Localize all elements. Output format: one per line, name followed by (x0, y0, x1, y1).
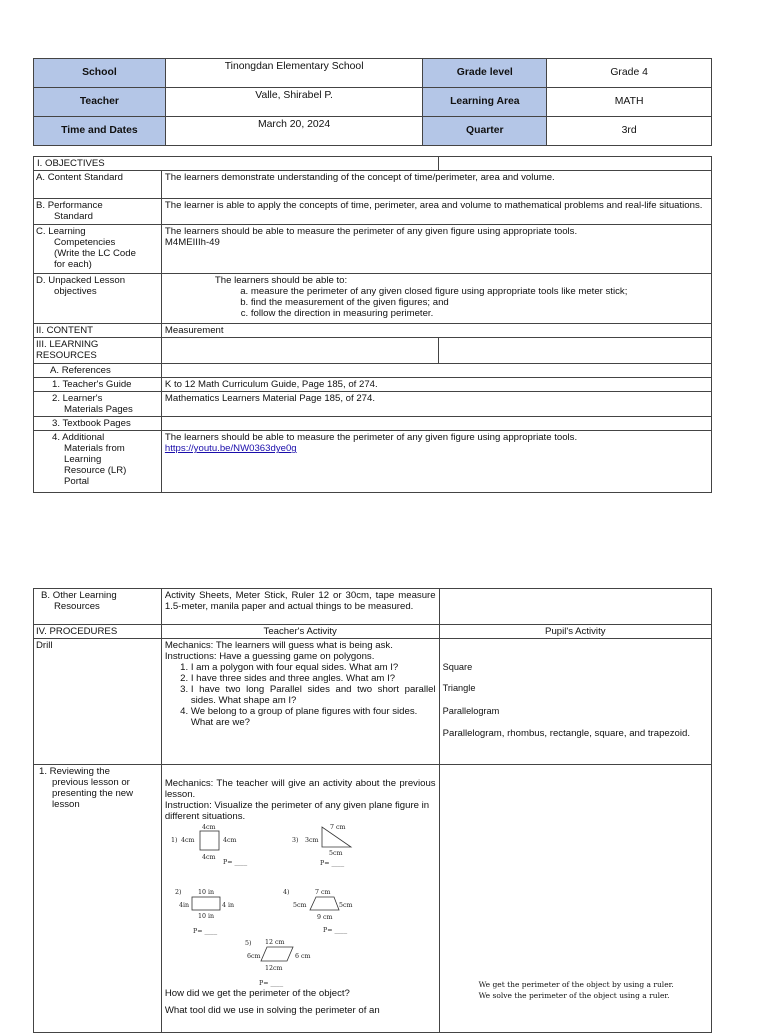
content-standard-label: A. Content Standard (34, 171, 162, 199)
reviewing-pupil-activity (439, 765, 711, 1033)
reviewing-teacher-activity (161, 765, 439, 1033)
objectives-title: I. OBJECTIVES (34, 157, 439, 171)
learning-resources-label: III. LEARNING RESOURCES (34, 338, 162, 364)
figure-5-left: 6cm (246, 953, 261, 961)
drill-answer: Square (442, 662, 473, 673)
objective-item: c. follow the direction in measuring perimeter. (251, 308, 708, 319)
drill-teacher-activity (161, 639, 439, 765)
figure-1-p: P= ____ (222, 859, 247, 867)
figure-4-right: 5cm (338, 902, 353, 910)
figure-5-number: 5) (244, 940, 252, 948)
figure-3-top: 7 cm (329, 824, 346, 832)
drill-answer: Triangle (442, 682, 476, 693)
drill-pupil-activity (439, 639, 711, 765)
empty-cell (439, 338, 712, 364)
unpacked-objectives-list (165, 286, 708, 319)
figure-4-bottom: 9 cm (316, 914, 333, 922)
figure-3-number: 3) (291, 837, 299, 845)
review-instruction: Instruction: Visualize the perimeter of any given plane figure in different situations. (164, 800, 430, 823)
area-label: Learning Area (423, 88, 547, 117)
textbook-pages-label: 3. Textbook Pages (34, 417, 162, 431)
review-answer-2: We solve the perimeter of the object using a ruler. (478, 991, 670, 1001)
header-table (33, 58, 712, 146)
figure-2-rectangle (192, 897, 220, 910)
youtube-link[interactable]: https://youtu.be/NW0363dye0g (164, 443, 297, 455)
teacher-activity-header: Teacher's Activity (161, 625, 439, 639)
school-label: School (34, 59, 166, 88)
school-value: Tinongdan Elementary School (165, 59, 423, 88)
figure-2-top: 10 in (197, 889, 214, 897)
figure-5-parallelogram (261, 947, 293, 961)
drill-mechanics: Mechanics: The learners will guess what is being ask. (164, 640, 393, 652)
objective-item: a. measure the perimeter of any given closed figure using appropriate tools like meter stick; (251, 286, 708, 297)
figure-4-p: P= ____ (322, 927, 347, 935)
drill-item: 4. We belong to a group of plane figures with four sides. What are we? (191, 706, 436, 728)
content-label: II. CONTENT (34, 324, 162, 338)
figure-1-left: 4cm (180, 837, 195, 845)
time-label: Time and Dates (34, 117, 166, 146)
grade-label: Grade level (423, 59, 547, 88)
unpacked-objectives-text: The learners should be able to: a. measure the perimeter of any given closed figure using appropriate tools like meter stick; b. find the measurement of the given figures; and c. follow the direction in measuring perimeter. (161, 274, 711, 324)
review-question-2: What tool did we use in solving the perimeter of an (164, 1005, 380, 1017)
empty-cell (439, 157, 712, 171)
review-question-1: How did we get the perimeter of the object? (164, 988, 350, 1000)
figure-1-number: 1) (170, 837, 178, 845)
empty-cell (439, 589, 711, 625)
teacher-label: Teacher (34, 88, 166, 117)
figure-3-bottom: 5cm (328, 850, 343, 858)
teacher-value: Valle, Shirabel P. (165, 88, 423, 117)
figure-4-left: 5cm (292, 902, 307, 910)
empty-cell (161, 417, 711, 431)
learners-materials-label: 2. Learner's Materials Pages (34, 392, 162, 417)
figure-1-right: 4cm (222, 837, 237, 845)
figure-1-square (200, 831, 219, 850)
review-answer-1: We get the perimeter of the object by using a ruler. (478, 980, 674, 990)
teachers-guide-value: K to 12 Math Curriculum Guide, Page 185, of 274. (161, 378, 711, 392)
competencies-text: The learners should be able to measure the perimeter of any given figure using appropriate tools. M4MEIIIh-49 (161, 225, 711, 274)
drill-item: 3. I have two long Parallel sides and two short parallel sides. What shape am I? (191, 684, 436, 706)
drill-answer: Parallelogram (442, 705, 500, 716)
performance-standard-text: The learner is able to apply the concepts of time, perimeter, area and volume to mathematical problems and real-life situations. (161, 199, 711, 225)
quarter-value: 3rd (547, 117, 712, 146)
time-value: March 20, 2024 (165, 117, 423, 146)
figure-3-p: P= ____ (319, 860, 344, 868)
figure-2-p: P= ____ (192, 928, 217, 936)
figure-5-right: 6 cm (294, 953, 311, 961)
drill-label: Drill (34, 639, 162, 765)
figure-3-left: 3cm (304, 837, 319, 845)
figure-2-bottom: 10 in (197, 913, 214, 921)
competencies-label: C. Learning Competencies (Write the LC Code for each) (34, 225, 162, 274)
figure-2-left: 4in (178, 902, 189, 910)
lesson-plan-table-1 (33, 156, 712, 493)
unpacked-objectives-label: D. Unpacked Lesson objectives (34, 274, 162, 324)
empty-cell (161, 364, 711, 378)
empty-cell (161, 338, 439, 364)
drill-answer: Parallelogram, rhombus, rectangle, square, and trapezoid. (442, 727, 691, 739)
additional-materials-label: 4. Additional Materials from Learning Resource (LR) Portal (34, 431, 162, 493)
quarter-label: Quarter (423, 117, 547, 146)
figure-4-top: 7 cm (314, 889, 331, 897)
figure-5-bottom: 12cm (264, 965, 283, 973)
other-resources-value: Activity Sheets, Meter Stick, Ruler 12 or 30cm, tape measure 1.5-meter, manila paper and actual things to be measured. (161, 589, 439, 625)
additional-materials-value: The learners should be able to measure the perimeter of any given figure using appropriate tools. https://youtu.be/NW0363dye0g (161, 431, 711, 493)
review-mechanics: Mechanics: The teacher will give an activity about the previous lesson. (164, 778, 436, 801)
references-label: A. References (34, 364, 162, 378)
learners-materials-value: Mathematics Learners Material Page 185, of 274. (161, 392, 711, 417)
objective-item: b. find the measurement of the given figures; and (251, 297, 708, 308)
other-resources-label: B. Other Learning Resources (34, 589, 162, 625)
drill-item: 2. I have three sides and three angles. What am I? (191, 673, 436, 684)
figure-1-top: 4cm (201, 824, 216, 832)
content-standard-text: The learners demonstrate understanding of the concept of time/perimeter, area and volume. (161, 171, 711, 199)
figure-2-number: 2) (174, 889, 182, 897)
figure-5-p: P= ____ (258, 980, 283, 988)
procedures-label: IV. PROCEDURES (34, 625, 162, 639)
drill-instructions: Instructions: Have a guessing game on polygons. (164, 651, 375, 663)
grade-value: Grade 4 (547, 59, 712, 88)
figure-4-trapezoid (310, 897, 339, 910)
area-value: MATH (547, 88, 712, 117)
drill-item: 1. I am a polygon with four equal sides. What am I? (191, 662, 436, 673)
content-value: Measurement (161, 324, 711, 338)
teachers-guide-label: 1. Teacher's Guide (34, 378, 162, 392)
pupil-activity-header: Pupil's Activity (439, 625, 711, 639)
reviewing-label: 1. Reviewing the previous lesson or presenting the new lesson (34, 765, 162, 1033)
figure-1-bottom: 4cm (201, 854, 216, 862)
lesson-plan-table-2 (33, 588, 712, 1033)
figure-4-number: 4) (282, 889, 290, 897)
figure-2-right: 4 in (221, 902, 234, 910)
drill-list (165, 662, 436, 728)
performance-standard-label: B. Performance Standard (34, 199, 162, 225)
perimeter-figures (165, 822, 365, 988)
figure-5-top: 12 cm (264, 939, 285, 947)
